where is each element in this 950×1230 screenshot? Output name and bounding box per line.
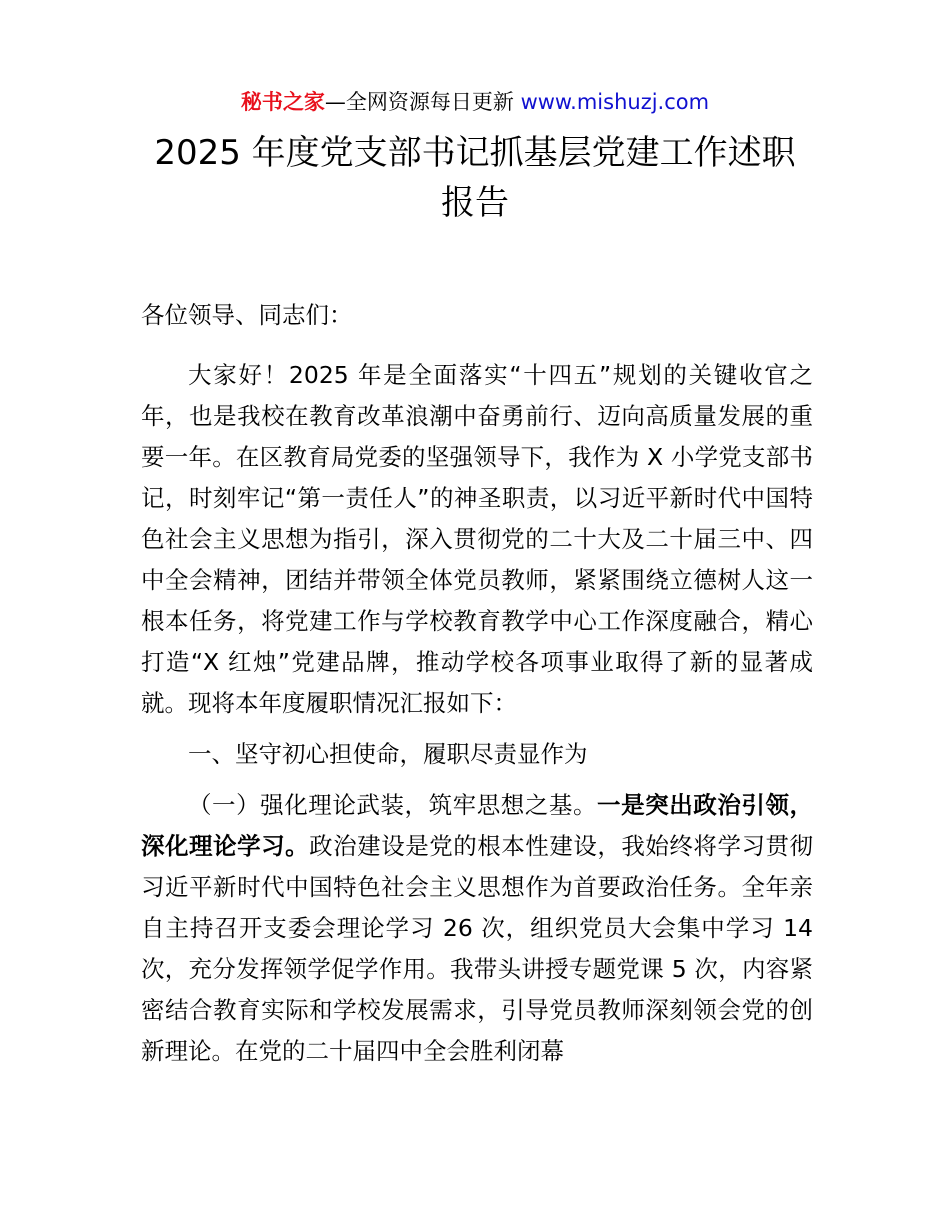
- subsection-bold-point: 一是突出政治引领，深化理论学习。: [141, 791, 814, 860]
- document-title: [60, 128, 890, 228]
- subsection-lead: （一）强化理论武装，筑牢思想之基。: [188, 791, 598, 819]
- subsection-text: 政治建设是党的根本性建设，我始终将学习贯彻习近平新时代中国特色社会主义思想作为首要政治任务。全年亲自主持召开支委会理论学习 26 次，组织党员大会集中学习 14 次，充分发挥领学促学作用。我带头讲授专题党课 5 次，内容紧密结合教育实际和学校发展需求，引导党员教师深刻领会党的创新理论。在党的二十届四中全会胜利闭幕: [141, 832, 814, 1065]
- site-name: 秘书之家: [240, 90, 325, 114]
- site-url-link[interactable]: www.mishuzj.com: [520, 90, 710, 114]
- document-body: [141, 295, 813, 1072]
- document-title-line-2: 报告: [441, 183, 509, 223]
- greeting: 各位领导、同志们：: [141, 301, 353, 329]
- section-heading-1: 一、坚守初心担使命，履职尽责显作为: [188, 740, 588, 768]
- site-slogan: —全网资源每日更新: [324, 90, 521, 114]
- document-title-line-1: 2025 年度党支部书记抓基层党建工作述职: [154, 133, 796, 173]
- subsection-paragraph-1: [141, 785, 813, 1072]
- site-header: [0, 88, 950, 116]
- intro-paragraph: 大家好！2025 年是全面落实“十四五”规划的关键收官之年，也是我校在教育改革浪潮中奋勇前行、迈向高质量发展的重要一年。在区教育局党委的坚强领导下，我作为 X 小学党支部书记，时刻牢记“第一责任人”的神圣职责，以习近平新时代中国特色社会主义思想为指引，深入贯彻党的二十大及二十届三中、四中全会精神，团结并带领全体党员教师，紧紧围绕立德树人这一根本任务，将党建工作与学校教育教学中心工作深度融合，精心打造“X 红烛”党建品牌，推动学校各项事业取得了新的显著成就。现将本年度履职情况汇报如下：: [141, 361, 813, 717]
